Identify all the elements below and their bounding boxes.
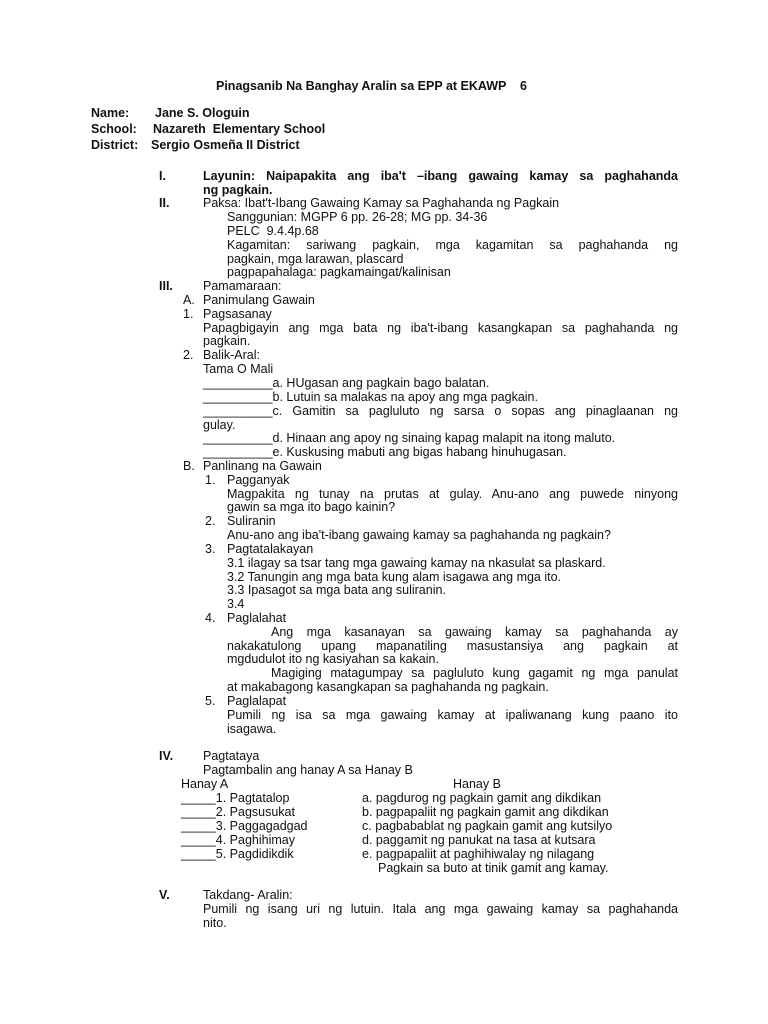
- tama-mali-item-c-1: __________c. Gamitin sa pagluluto ng sarsa o sopas ang pinaglaanan ng: [203, 404, 678, 418]
- paglalahat-text-4: Magiging matagumpay sa pagluluto kung gagamit ng mga panulat: [271, 666, 678, 680]
- section-2-number: II.: [159, 196, 170, 210]
- pagganyak-text-1: Magpakita ng tunay na prutas at gulay. Anu-ano ang puwede ninyong: [227, 487, 678, 501]
- paglalahat-number: 4.: [205, 611, 216, 625]
- paglalahat-text-5: at makabagong kasangkapan sa paghahanda ng pagkain.: [227, 680, 549, 694]
- hanay-a-item: _____5. Pagdidikdik: [181, 847, 294, 861]
- tama-o-mali: Tama O Mali: [203, 362, 274, 376]
- paglalapat-title: Paglalapat: [227, 694, 287, 708]
- pagganyak-text-2: gawin sa mga ito bago kainin?: [227, 500, 396, 514]
- hanay-a-item: _____4. Paghihimay: [181, 833, 295, 847]
- section-5-number: V.: [159, 888, 170, 902]
- part-b-title: Panlinang na Gawain: [203, 459, 322, 473]
- pagtataya-instruction: Pagtambalin ang hanay A sa Hanay B: [203, 763, 413, 777]
- pagtatalakayan-3-3: 3.3 Ipasagot sa mga bata ang suliranin.: [227, 583, 446, 597]
- pagtatalakayan-3-2: 3.2 Tanungin ang mga bata kung alam isagawa ang mga ito.: [227, 570, 562, 584]
- section-3-number: III.: [159, 279, 173, 293]
- sanggunian: Sanggunian: MGPP 6 pp. 26-28; MG pp. 34-36: [227, 210, 488, 224]
- takdang-aralin-text-2: nito.: [203, 916, 227, 930]
- pagsasanay-text-1: Papagbigayin ang mga bata ng iba't-ibang kasangkapan sa paghahanda ng: [203, 321, 678, 335]
- pagtatalakayan-title: Pagtatalakayan: [227, 542, 314, 556]
- section-4-number: IV.: [159, 749, 174, 763]
- hanay-b-header: Hanay B: [453, 777, 501, 791]
- paglalapat-number: 5.: [205, 694, 216, 708]
- section-1-number: I.: [159, 169, 166, 183]
- paglalahat-text-1: Ang mga kasanayan sa gawaing kamay sa paghahanda ay: [271, 625, 678, 639]
- hanay-b-item: d. paggamit ng panukat na tasa at kutsara: [362, 833, 596, 847]
- takdang-aralin-title: Takdang- Aralin:: [203, 888, 293, 902]
- district-value: Sergio Osmeña II District: [151, 138, 300, 152]
- document-title: Pinagsanib Na Banghay Aralin sa EPP at EKAWP 6: [216, 79, 527, 93]
- tama-mali-item-e: __________e. Kuskusing mabuti ang bigas habang hinuhugasan.: [203, 445, 567, 459]
- pagganyak-number: 1.: [205, 473, 216, 487]
- tama-mali-item-a: __________a. HUgasan ang pagkain bago balatan.: [203, 376, 490, 390]
- kagamitan-line-2: pagkain, mga larawan, plascard: [227, 252, 404, 266]
- part-a-letter: A.: [183, 293, 195, 307]
- paglalahat-text-2: nakakatulong upang mapanatiling masustansiya ang pagkain at: [227, 639, 678, 653]
- district-label: District:: [91, 138, 139, 152]
- hanay-a-header: Hanay A: [181, 777, 229, 791]
- part-b-letter: B.: [183, 459, 195, 473]
- suliranin-number: 2.: [205, 514, 216, 528]
- pagtatalakayan-number: 3.: [205, 542, 216, 556]
- hanay-b-item-e-continued: Pagkain sa buto at tinik gamit ang kamay.: [378, 861, 609, 875]
- tama-mali-item-d: __________d. Hinaan ang apoy ng sinaing kapag malapit na itong maluto.: [203, 431, 616, 445]
- hanay-a-item: _____2. Pagsusukat: [181, 805, 295, 819]
- suliranin-text: Anu-ano ang iba't-ibang gawaing kamay sa paghahanda ng pagkain?: [227, 528, 611, 542]
- pagtatalakayan-3-1: 3.1 ilagay sa tsar tang mga gawaing kamay na nkasulat sa plaskard.: [227, 556, 606, 570]
- paksa: Paksa: Ibat't-Ibang Gawaing Kamay sa Paghahanda ng Pagkain: [203, 196, 560, 210]
- part-a-title: Panimulang Gawain: [203, 293, 315, 307]
- layunin-line-1: Layunin: Naipapakita ang iba't –ibang gawaing kamay sa paghahanda: [203, 169, 678, 183]
- pelc: PELC 9.4.4p.68: [227, 224, 319, 238]
- takdang-aralin-text-1: Pumili ng isang uri ng lutuin. Itala ang mga gawaing kamay sa paghahanda: [203, 902, 678, 916]
- school-value: Nazareth Elementary School: [153, 122, 326, 136]
- pagsasanay-title: Pagsasanay: [203, 307, 272, 321]
- paglalapat-text-2: isagawa.: [227, 722, 277, 736]
- name-label: Name:: [91, 106, 130, 120]
- paglalahat-title: Paglalahat: [227, 611, 287, 625]
- layunin-line-2: ng pagkain.: [203, 183, 273, 197]
- school-label: School:: [91, 122, 137, 136]
- name-value: Jane S. Ologuin: [155, 106, 250, 120]
- hanay-a-item: _____1. Pagtatalop: [181, 791, 290, 805]
- paglalapat-text-1: Pumili ng isa sa mga gawaing kamay at ipaliwanang kung paano ito: [227, 708, 678, 722]
- pagtatalakayan-3-4: 3.4: [227, 597, 245, 611]
- pagtataya-title: Pagtataya: [203, 749, 260, 763]
- pagganyak-title: Pagganyak: [227, 473, 290, 487]
- pamamaraan: Pamamaraan:: [203, 279, 282, 293]
- hanay-a-item: _____3. Paggagadgad: [181, 819, 308, 833]
- pagpapahalaga: pagpapahalaga: pagkamaingat/kalinisan: [227, 265, 451, 279]
- suliranin-title: Suliranin: [227, 514, 276, 528]
- tama-mali-item-b: __________b. Lutuin sa malakas na apoy ang mga pagkain.: [203, 390, 538, 404]
- pagsasanay-number: 1.: [183, 307, 194, 321]
- hanay-b-item: a. pagdurog ng pagkain gamit ang dikdikan: [362, 791, 602, 805]
- kagamitan-line-1: Kagamitan: sariwang pagkain, mga kagamitan sa paghahanda ng: [227, 238, 678, 252]
- hanay-b-item: c. pagbabablat ng pagkain gamit ang kutsilyo: [362, 819, 613, 833]
- pagsasanay-text-2: pagkain.: [203, 334, 251, 348]
- hanay-b-item: b. pagpapaliit ng pagkain gamit ang dikdikan: [362, 805, 609, 819]
- tama-mali-item-c-2: gulay.: [203, 418, 236, 432]
- balik-aral-number: 2.: [183, 348, 194, 362]
- hanay-b-item: e. pagpapaliit at paghihiwalay ng nilagang: [362, 847, 595, 861]
- balik-aral-title: Balik-Aral:: [203, 348, 260, 362]
- paglalahat-text-3: mgdudulot ito ng kasiyahan sa kakain.: [227, 652, 439, 666]
